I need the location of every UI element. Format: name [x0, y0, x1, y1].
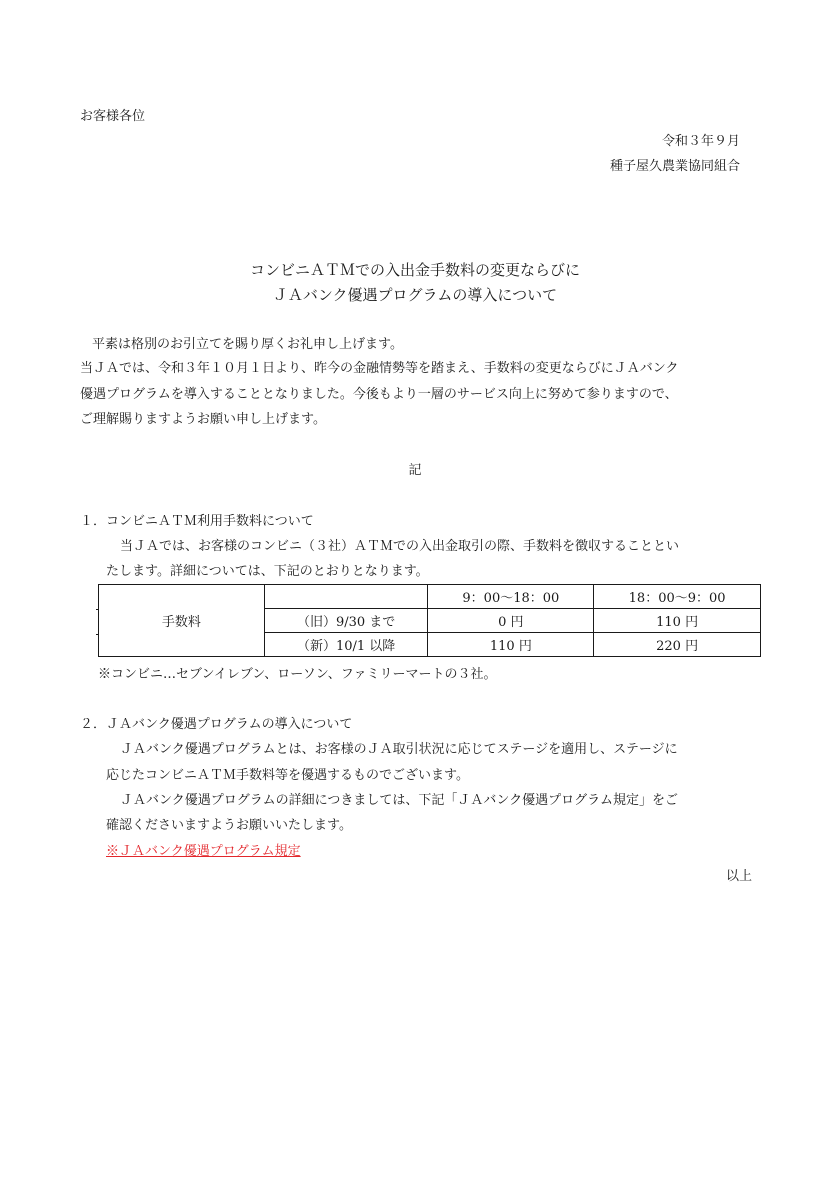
- section2-body: ＪＡバンク優遇プログラムとは、お客様のＪＡ取引状況に応じてステージを適用し、ステージに: [120, 742, 678, 757]
- intro-line: 当ＪＡでは、令和３年１０月１日より、昨今の金融情勢等を踏まえ、手数料の変更ならびにＪＡバンク: [80, 361, 679, 376]
- fee-cell: 110 円: [428, 633, 594, 657]
- fee-cell: 110 円: [594, 609, 761, 633]
- section1-heading: １．コンビニＡＴＭ利用手数料について: [80, 514, 314, 529]
- column-header-daytime: 9：00〜18：00: [428, 585, 594, 609]
- fee-cell: 220 円: [594, 633, 761, 657]
- closing-ijou: 以上: [725, 869, 752, 884]
- convenience-note: ※コンビニ…セブンイレブン、ローソン、ファミリーマートの３社。: [98, 667, 497, 682]
- section2-body: ＪＡバンク優遇プログラムの詳細につきましては、下記「ＪＡバンク優遇プログラム規定」をご: [120, 793, 678, 808]
- intro-line: 優遇プログラムを導入することとなりました。今後もより一層のサービス向上に努めて参りますので、: [80, 387, 678, 402]
- fee-table: [98, 584, 761, 657]
- title-line-1: コンビニＡＴＭでの入出金手数料の変更ならびに: [249, 261, 580, 279]
- row-label-old: （旧）9/30 まで: [264, 609, 428, 633]
- recipient: お客様各位: [80, 109, 146, 124]
- fee-row-header: 手数料: [99, 585, 265, 657]
- date: 令和３年９月: [661, 134, 740, 149]
- row-label-new: （新）10/1 以降: [264, 633, 428, 657]
- intro-line: ご理解賜りますようお願い申し上げます。: [80, 412, 326, 427]
- section2-body: 確認くださいますようお願いいたします。: [106, 818, 352, 833]
- section2-body: 応じたコンビニＡＴＭ手数料等を優遇するものでございます。: [106, 768, 469, 783]
- fee-cell: 0 円: [428, 609, 594, 633]
- program-rules-link[interactable]: ※ＪＡバンク優遇プログラム規定: [106, 844, 301, 859]
- organization: 種子屋久農業協同組合: [609, 159, 740, 174]
- section2-heading: ２．ＪＡバンク優遇プログラムの導入について: [80, 717, 353, 732]
- section1-body: 当ＪＡでは、お客様のコンビニ（３社）ＡＴＭでの入出金取引の際、手数料を徴収することとい: [120, 539, 680, 554]
- ki-marker: 記: [408, 463, 422, 478]
- table-row: [99, 585, 761, 609]
- table-cell-empty: [264, 585, 428, 609]
- title-line-2: ＪＡバンク優遇プログラムの導入について: [272, 286, 558, 304]
- column-header-night: 18：00〜9：00: [594, 585, 761, 609]
- intro-line: 平素は格別のお引立てを賜り厚くお礼申し上げます。: [92, 337, 403, 352]
- section1-body: たします。詳細については、下記のとおりとなります。: [106, 564, 429, 579]
